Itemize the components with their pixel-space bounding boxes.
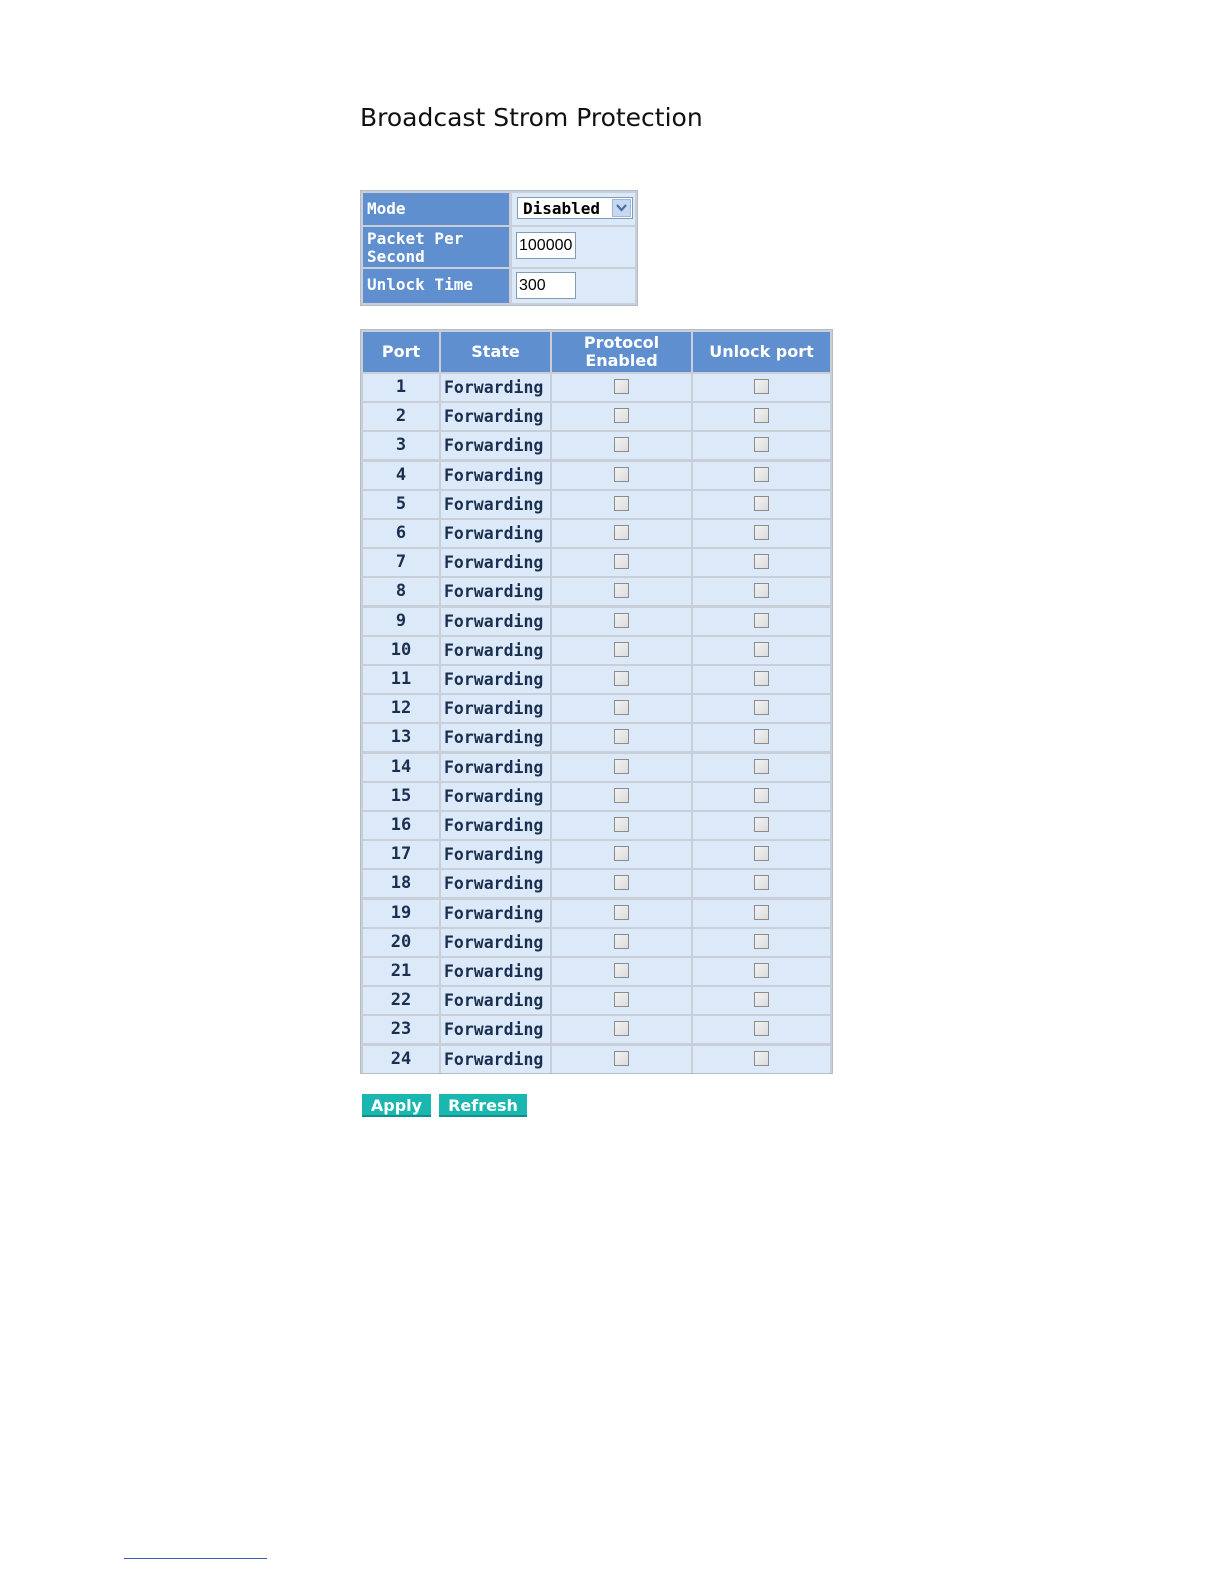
port-number: 1 <box>395 377 407 397</box>
protocol-enabled-checkbox[interactable] <box>614 408 629 423</box>
port-cell <box>363 929 439 956</box>
port-number: 16 <box>390 815 412 835</box>
protocol-enabled-cell <box>552 432 691 459</box>
header-protocol-enabled <box>552 332 691 372</box>
port-state: Forwarding <box>444 524 544 543</box>
table-row <box>361 900 832 927</box>
protocol-enabled-cell <box>552 841 691 868</box>
port-number: 23 <box>390 1019 412 1040</box>
protocol-enabled-checkbox[interactable] <box>614 437 629 452</box>
port-cell <box>363 491 439 518</box>
table-row <box>361 637 832 664</box>
port-number: 24 <box>390 1048 412 1069</box>
port-state: Forwarding <box>444 991 544 1011</box>
unlock-port-cell <box>693 958 830 985</box>
state-cell <box>441 520 550 547</box>
protocol-enabled-checkbox[interactable] <box>614 525 629 540</box>
port-number: 9 <box>395 610 407 631</box>
protocol-enabled-checkbox[interactable] <box>614 583 629 598</box>
unlock-port-cell <box>693 491 830 518</box>
unlock-port-checkbox[interactable] <box>754 642 769 657</box>
protocol-enabled-checkbox[interactable] <box>614 379 629 394</box>
state-cell <box>441 462 550 489</box>
protocol-enabled-checkbox[interactable] <box>614 992 629 1007</box>
port-number: 10 <box>390 639 412 660</box>
unlock-time-value-cell <box>512 269 635 303</box>
state-cell <box>441 695 550 722</box>
table-row <box>361 870 832 897</box>
port-number: 12 <box>390 698 412 719</box>
unlock-time-input[interactable] <box>516 272 576 299</box>
mode-label: Mode <box>363 193 509 225</box>
table-row <box>361 666 832 693</box>
port-cell <box>363 870 439 897</box>
state-cell <box>441 958 550 985</box>
port-number: 17 <box>390 844 412 865</box>
state-cell <box>441 608 550 635</box>
state-cell <box>441 637 550 664</box>
port-cell <box>363 958 439 985</box>
port-state: Forwarding <box>444 757 544 777</box>
unlock-port-cell <box>693 900 830 927</box>
unlock-port-checkbox[interactable] <box>754 554 769 569</box>
unlock-port-checkbox[interactable] <box>754 1021 769 1036</box>
port-state: Forwarding <box>444 903 544 923</box>
state-cell <box>441 403 550 430</box>
protocol-enabled-cell <box>552 578 691 605</box>
protocol-enabled-cell <box>552 958 691 985</box>
protocol-enabled-checkbox[interactable] <box>614 759 629 774</box>
unlock-port-checkbox[interactable] <box>754 846 769 861</box>
table-row <box>361 403 832 430</box>
port-cell <box>363 1046 439 1073</box>
unlock-port-cell <box>693 374 830 401</box>
port-cell <box>363 783 439 810</box>
state-cell <box>441 1016 550 1043</box>
port-number: 2 <box>395 406 407 427</box>
header-state: State <box>441 332 550 372</box>
port-state: Forwarding <box>444 962 544 981</box>
unlock-port-cell <box>693 1046 830 1073</box>
table-row <box>361 783 832 810</box>
port-number: 3 <box>395 435 407 456</box>
table-row <box>361 754 832 781</box>
protocol-enabled-cell <box>552 1016 691 1043</box>
unlock-port-cell <box>693 841 830 868</box>
protocol-enabled-checkbox[interactable] <box>614 671 629 686</box>
unlock-port-cell <box>693 578 830 605</box>
unlock-port-checkbox[interactable] <box>754 671 769 686</box>
packet-per-second-value-cell <box>512 227 635 267</box>
port-state: Forwarding <box>444 728 544 748</box>
protocol-enabled-cell <box>552 549 691 576</box>
port-cell <box>363 374 439 401</box>
state-cell <box>441 754 550 781</box>
unlock-port-cell <box>693 987 830 1014</box>
unlock-port-cell <box>693 783 830 810</box>
unlock-port-cell <box>693 812 830 839</box>
refresh-button[interactable]: Refresh <box>439 1094 527 1117</box>
port-number: 21 <box>390 961 412 981</box>
table-row <box>361 608 832 635</box>
table-row <box>361 578 832 605</box>
port-state: Forwarding <box>444 465 544 485</box>
unlock-port-checkbox[interactable] <box>754 467 769 482</box>
unlock-port-checkbox[interactable] <box>754 408 769 423</box>
state-cell <box>441 1046 550 1073</box>
header-port: Port <box>363 332 439 372</box>
packet-per-second-row <box>363 227 635 267</box>
mode-value-cell <box>512 193 635 225</box>
port-number: 14 <box>390 756 412 777</box>
protocol-enabled-cell <box>552 374 691 401</box>
port-cell <box>363 608 439 635</box>
mode-select-value: Disabled <box>523 199 601 218</box>
settings-table <box>360 190 638 306</box>
port-cell <box>363 987 439 1014</box>
unlock-port-checkbox[interactable] <box>754 700 769 715</box>
state-cell <box>441 666 550 693</box>
unlock-time-label: Unlock Time <box>363 269 509 303</box>
protocol-enabled-cell <box>552 812 691 839</box>
state-cell <box>441 929 550 956</box>
protocol-enabled-checkbox[interactable] <box>614 554 629 569</box>
port-number: 7 <box>395 552 407 573</box>
port-state: Forwarding <box>444 786 544 806</box>
state-cell <box>441 812 550 839</box>
packet-per-second-label-line1: Packet Per <box>367 229 464 248</box>
table-row <box>361 1016 832 1043</box>
unlock-port-cell <box>693 754 830 781</box>
protocol-enabled-cell <box>552 929 691 956</box>
unlock-port-checkbox[interactable] <box>754 963 769 978</box>
protocol-enabled-checkbox[interactable] <box>614 934 629 949</box>
state-cell <box>441 432 550 459</box>
packet-per-second-label <box>363 227 509 267</box>
port-number: 22 <box>390 990 412 1011</box>
state-cell <box>441 491 550 518</box>
table-row <box>361 812 832 839</box>
protocol-enabled-checkbox[interactable] <box>614 613 629 628</box>
protocol-enabled-cell <box>552 1046 691 1073</box>
unlock-port-cell <box>693 520 830 547</box>
table-row <box>361 841 832 868</box>
port-cell <box>363 403 439 430</box>
protocol-enabled-cell <box>552 870 691 897</box>
port-cell <box>363 432 439 459</box>
table-row <box>361 987 832 1014</box>
port-cell <box>363 520 439 547</box>
protocol-enabled-checkbox[interactable] <box>614 1021 629 1036</box>
unlock-port-checkbox[interactable] <box>754 525 769 540</box>
unlock-port-cell <box>693 1016 830 1043</box>
port-cell <box>363 462 439 489</box>
unlock-port-checkbox[interactable] <box>754 379 769 394</box>
port-state: Forwarding <box>444 845 544 865</box>
table-row <box>361 491 832 518</box>
apply-button[interactable]: Apply <box>362 1094 431 1117</box>
port-number: 5 <box>395 493 407 514</box>
unlock-port-checkbox[interactable] <box>754 788 769 803</box>
state-cell <box>441 549 550 576</box>
unlock-port-checkbox[interactable] <box>754 817 769 832</box>
protocol-enabled-cell <box>552 724 691 751</box>
state-cell <box>441 724 550 751</box>
protocol-enabled-checkbox[interactable] <box>614 788 629 803</box>
unlock-port-cell <box>693 549 830 576</box>
port-cell <box>363 695 439 722</box>
table-row <box>361 695 832 722</box>
unlock-port-checkbox[interactable] <box>754 729 769 744</box>
mode-row <box>363 193 635 225</box>
port-number: 4 <box>395 464 407 485</box>
port-number: 11 <box>390 669 412 689</box>
protocol-enabled-checkbox[interactable] <box>614 729 629 744</box>
port-state: Forwarding <box>444 1020 544 1040</box>
protocol-enabled-cell <box>552 403 691 430</box>
port-state: Forwarding <box>444 407 544 427</box>
table-row <box>361 432 832 459</box>
port-cell <box>363 754 439 781</box>
state-cell <box>441 870 550 897</box>
ports-table <box>360 329 833 1074</box>
port-state: Forwarding <box>444 436 544 456</box>
unlock-port-cell <box>693 403 830 430</box>
port-cell <box>363 812 439 839</box>
port-state: Forwarding <box>444 553 544 573</box>
protocol-enabled-checkbox[interactable] <box>614 496 629 511</box>
port-state: Forwarding <box>444 874 544 894</box>
port-state: Forwarding <box>444 1049 544 1069</box>
protocol-enabled-cell <box>552 695 691 722</box>
protocol-enabled-cell <box>552 783 691 810</box>
packet-per-second-input[interactable] <box>516 232 576 259</box>
protocol-enabled-checkbox[interactable] <box>614 846 629 861</box>
port-cell <box>363 900 439 927</box>
port-cell <box>363 666 439 693</box>
unlock-port-cell <box>693 695 830 722</box>
table-row <box>361 724 832 751</box>
unlock-port-checkbox[interactable] <box>754 934 769 949</box>
table-row <box>361 374 832 401</box>
port-number: 19 <box>390 902 412 923</box>
header-unlock-port: Unlock port <box>693 332 830 372</box>
state-cell <box>441 987 550 1014</box>
unlock-port-checkbox[interactable] <box>754 875 769 890</box>
state-cell <box>441 578 550 605</box>
port-number: 15 <box>390 785 412 806</box>
port-state: Forwarding <box>444 699 544 719</box>
unlock-time-row <box>363 269 635 303</box>
port-state: Forwarding <box>444 494 544 514</box>
port-number: 6 <box>395 523 407 543</box>
protocol-enabled-cell <box>552 637 691 664</box>
header-protocol-enabled-line1: Protocol <box>583 333 660 352</box>
unlock-port-cell <box>693 724 830 751</box>
page-title: Broadcast Strom Protection <box>360 103 703 132</box>
unlock-port-checkbox[interactable] <box>754 437 769 452</box>
port-cell <box>363 841 439 868</box>
port-number: 13 <box>390 727 412 748</box>
protocol-enabled-checkbox[interactable] <box>614 817 629 832</box>
port-state: Forwarding <box>444 932 544 952</box>
table-row <box>361 1046 832 1073</box>
protocol-enabled-checkbox[interactable] <box>614 875 629 890</box>
port-state: Forwarding <box>444 816 544 835</box>
port-number: 18 <box>390 873 412 894</box>
protocol-enabled-checkbox[interactable] <box>614 905 629 920</box>
unlock-port-checkbox[interactable] <box>754 759 769 774</box>
protocol-enabled-cell <box>552 608 691 635</box>
port-number: 8 <box>395 581 407 602</box>
table-row <box>361 549 832 576</box>
unlock-port-cell <box>693 637 830 664</box>
state-cell <box>441 374 550 401</box>
port-state: Forwarding <box>444 611 544 631</box>
protocol-enabled-cell <box>552 462 691 489</box>
header-protocol-enabled-line2: Enabled <box>585 351 658 370</box>
table-row <box>361 462 832 489</box>
packet-per-second-label-line2: Second <box>367 247 425 266</box>
protocol-enabled-checkbox[interactable] <box>614 1051 629 1066</box>
port-cell <box>363 578 439 605</box>
protocol-enabled-checkbox[interactable] <box>614 467 629 482</box>
state-cell <box>441 783 550 810</box>
protocol-enabled-checkbox[interactable] <box>614 963 629 978</box>
unlock-port-cell <box>693 870 830 897</box>
unlock-port-checkbox[interactable] <box>754 992 769 1007</box>
state-cell <box>441 900 550 927</box>
protocol-enabled-checkbox[interactable] <box>614 700 629 715</box>
unlock-port-checkbox[interactable] <box>754 1051 769 1066</box>
port-number: 20 <box>390 931 412 952</box>
port-cell <box>363 1016 439 1043</box>
protocol-enabled-cell <box>552 754 691 781</box>
unlock-port-cell <box>693 666 830 693</box>
unlock-port-checkbox[interactable] <box>754 583 769 598</box>
chevron-down-icon[interactable] <box>612 199 631 217</box>
unlock-port-checkbox[interactable] <box>754 496 769 511</box>
port-state: Forwarding <box>444 582 544 602</box>
protocol-enabled-cell <box>552 666 691 693</box>
port-state: Forwarding <box>444 378 544 397</box>
table-row <box>361 929 832 956</box>
table-row <box>361 520 832 547</box>
port-cell <box>363 724 439 751</box>
protocol-enabled-checkbox[interactable] <box>614 642 629 657</box>
port-state: Forwarding <box>444 640 544 660</box>
unlock-port-cell <box>693 462 830 489</box>
port-cell <box>363 637 439 664</box>
protocol-enabled-cell <box>552 520 691 547</box>
unlock-port-cell <box>693 929 830 956</box>
table-row <box>361 958 832 985</box>
unlock-port-cell <box>693 432 830 459</box>
mode-select[interactable] <box>517 197 633 219</box>
protocol-enabled-cell <box>552 900 691 927</box>
port-state: Forwarding <box>444 670 544 689</box>
unlock-port-checkbox[interactable] <box>754 613 769 628</box>
unlock-port-checkbox[interactable] <box>754 905 769 920</box>
port-cell <box>363 549 439 576</box>
footnote-divider <box>124 1558 267 1559</box>
state-cell <box>441 841 550 868</box>
protocol-enabled-cell <box>552 987 691 1014</box>
unlock-port-cell <box>693 608 830 635</box>
protocol-enabled-cell <box>552 491 691 518</box>
